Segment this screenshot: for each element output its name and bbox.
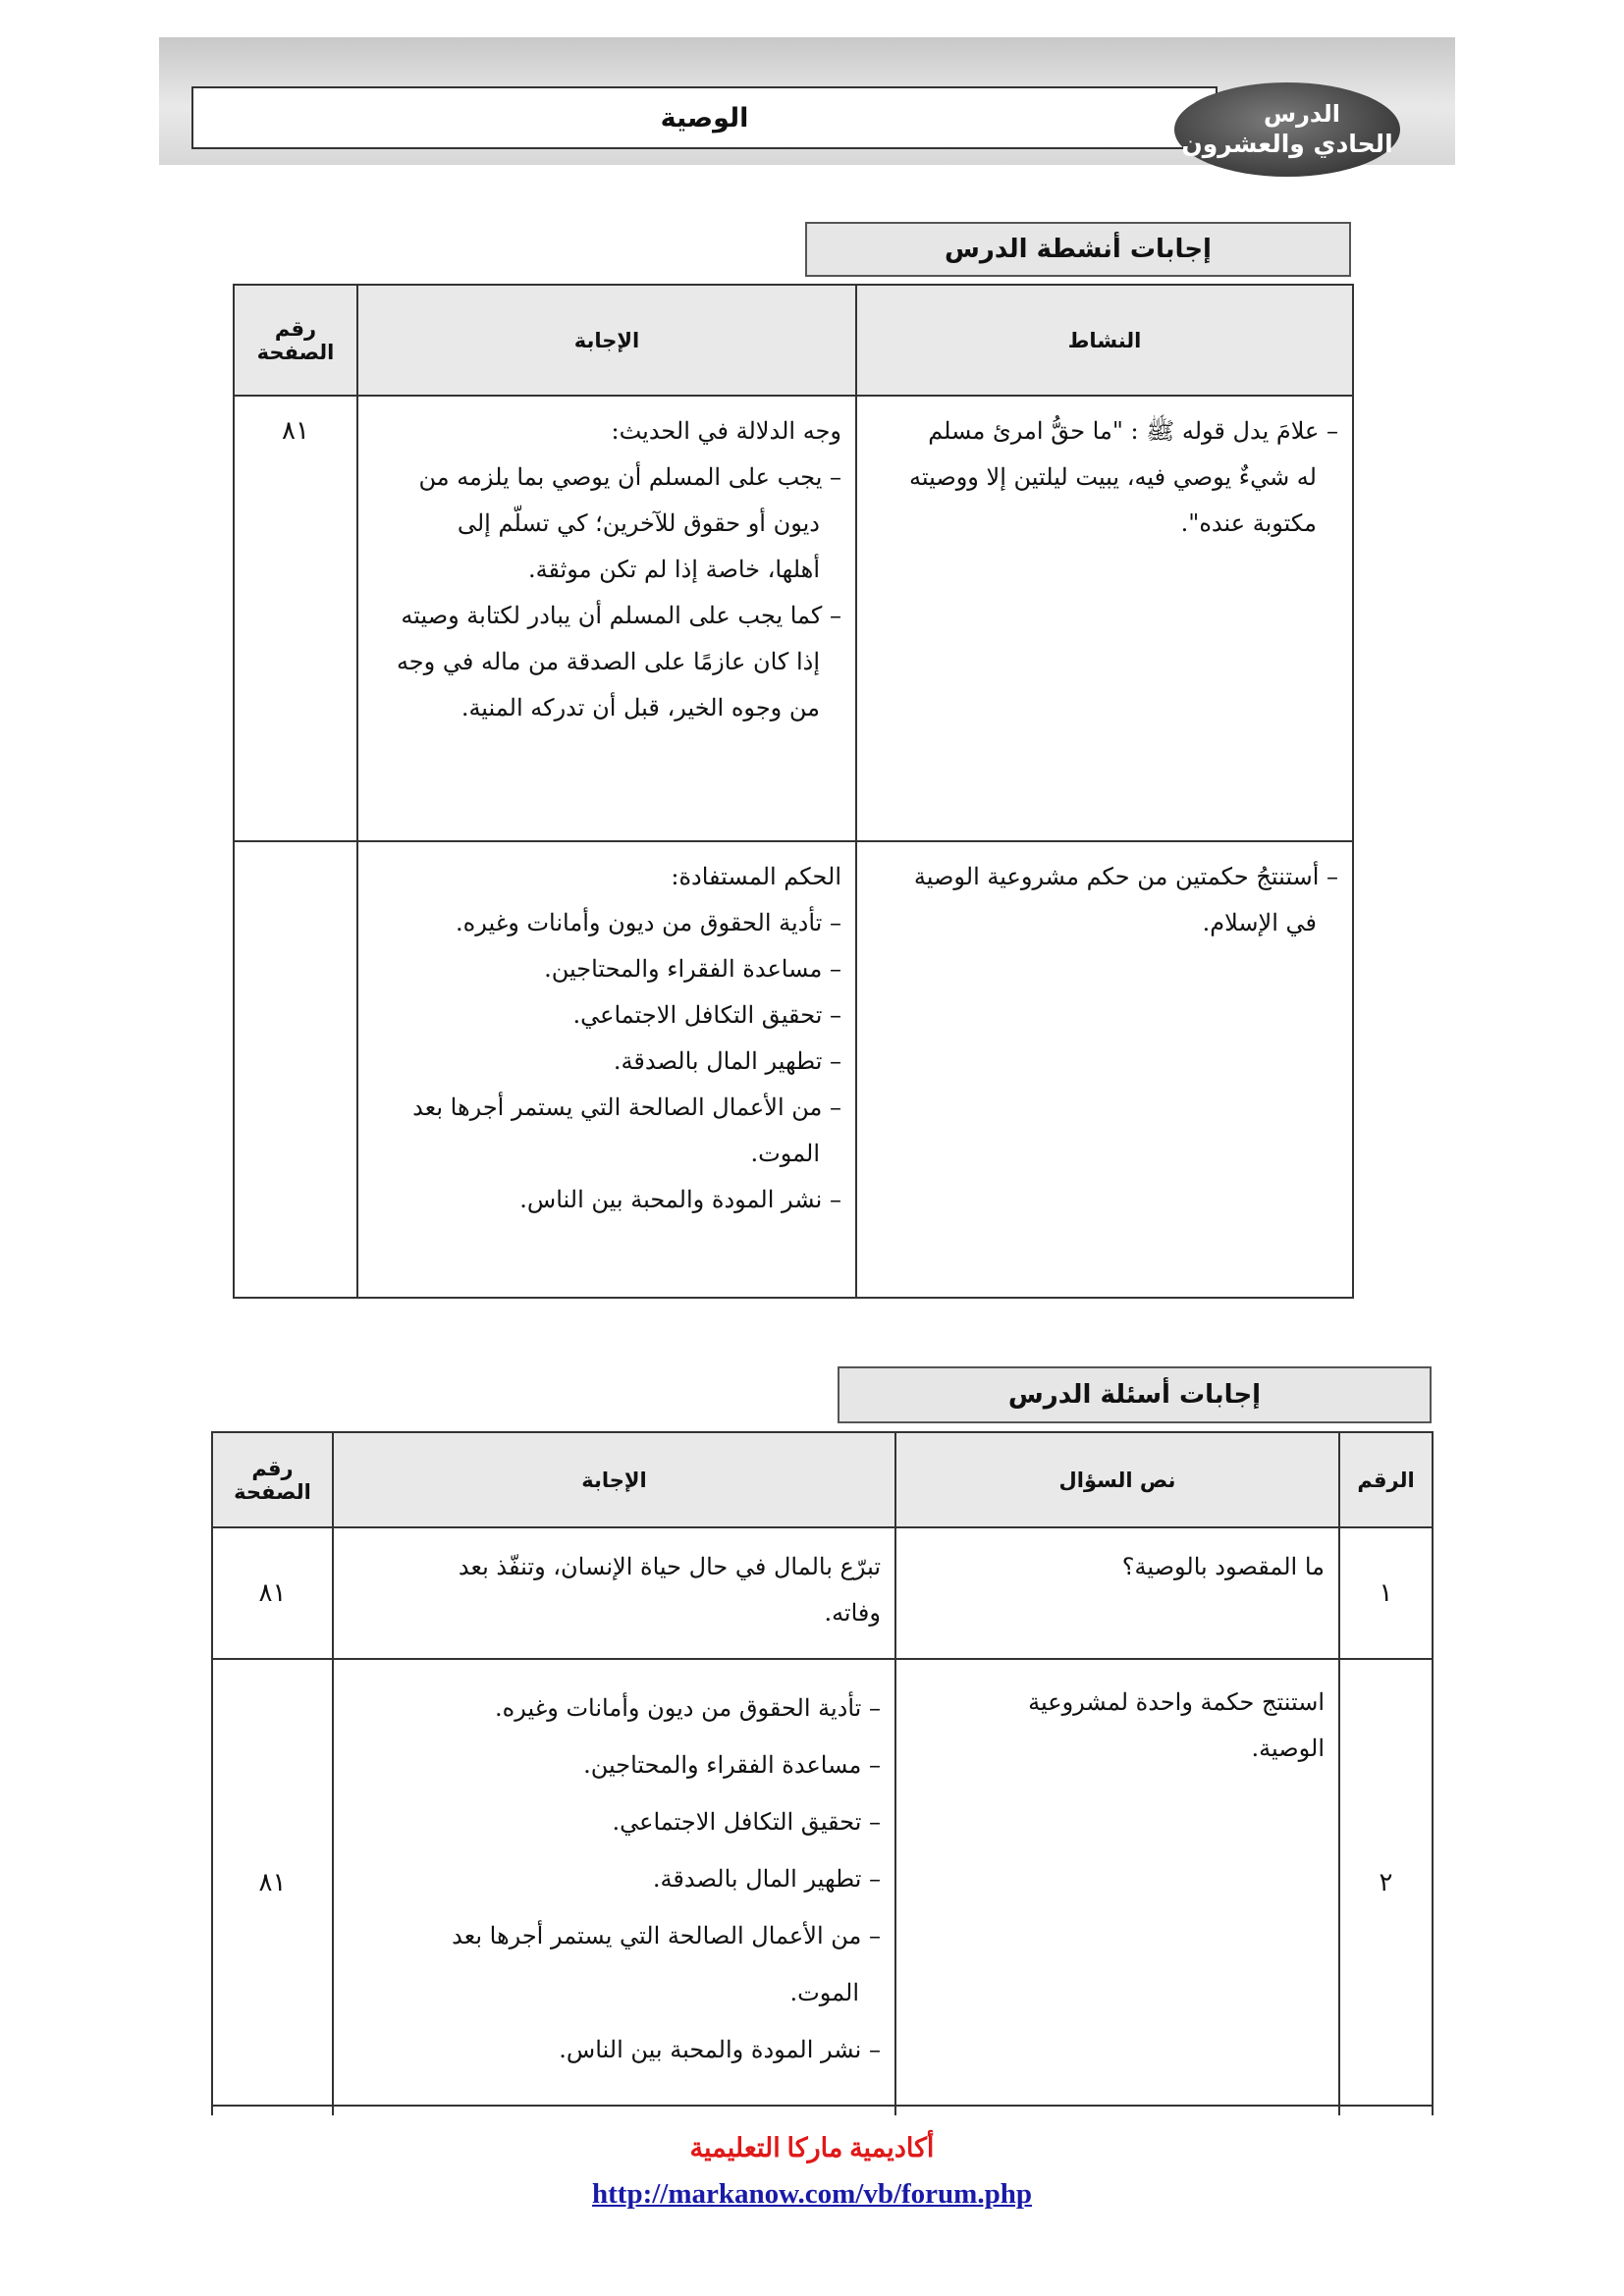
activity-column-header: النشاط [856, 285, 1353, 396]
activity-cell [856, 841, 1353, 1298]
question-number: ١ [1339, 1527, 1433, 1659]
answer-text: – نشر المودة والمحبة بين الناس. [559, 2036, 881, 2063]
table-row [212, 1527, 1433, 1659]
number-column-header: الرقم [1339, 1432, 1433, 1527]
table-row [234, 841, 1353, 1298]
page-cell [234, 396, 357, 841]
answer-cell [333, 1527, 895, 1659]
answer-text: وفاته. [824, 1599, 881, 1627]
answer-text: – كما يجب على المسلم أن يبادر لكتابة وصيته [401, 602, 841, 629]
activity-text: في الإسلام. [1202, 909, 1317, 936]
answer-text: – يجب على المسلم أن يوصي بما يلزمه من [418, 463, 841, 491]
answer-text: – تطهير المال بالصدقة. [652, 1865, 881, 1893]
table-row [212, 1659, 1433, 2106]
page-number: ٨١ [282, 416, 309, 446]
page-number: ٨١ [212, 1527, 333, 1659]
question-cell [895, 1659, 1339, 2106]
questions-table [211, 1431, 1434, 2115]
activity-text: له شيءٌ يوصي فيه، يبيت ليلتين إلا ووصيته [908, 463, 1317, 491]
answer-text: وجه الدلالة في الحديث: [611, 417, 841, 445]
answer-text: الموت. [789, 1979, 859, 2006]
answer-text: – من الأعمال الصالحة التي يستمر أجرها بعد [412, 1094, 841, 1121]
question-column-header: نص السؤال [895, 1432, 1339, 1527]
question-text: استنتج حكمة واحدة لمشروعية [1028, 1688, 1325, 1716]
question-text: ما المقصود بالوصية؟ [1121, 1553, 1325, 1580]
lesson-title: الوصية [191, 86, 1218, 149]
page-column-header: رقم الصفحة [212, 1432, 333, 1527]
answer-text: ديون أو حقوق للآخرين؛ كي تسلّم إلى [457, 509, 820, 537]
answer-text: – من الأعمال الصالحة التي يستمر أجرها بعد [452, 1922, 881, 1949]
activity-text: – علامَ يدل قوله ﷺ : "ما حقُّ امرئ مسلم [928, 417, 1338, 445]
page-number [235, 842, 356, 862]
answer-cell [357, 396, 856, 841]
answer-text: – مساعدة الفقراء والمحتاجين. [544, 955, 841, 983]
lesson-badge [1174, 82, 1400, 177]
page-number: ٨١ [212, 1659, 333, 2106]
answer-text: – مساعدة الفقراء والمحتاجين. [583, 1751, 881, 1779]
answer-text: الحكم المستفادة: [671, 863, 841, 890]
answer-text: أهلها، خاصة إذا لم تكن موثقة. [527, 556, 820, 583]
answer-column-header: الإجابة [357, 285, 856, 396]
answer-text: تبرّع بالمال في حال حياة الإنسان، وتنفّذ بعد [458, 1553, 881, 1580]
answer-column-header: الإجابة [333, 1432, 895, 1527]
questions-heading: إجابات أسئلة الدرس [838, 1366, 1432, 1423]
activities-header-row [234, 285, 1353, 396]
activity-cell [856, 396, 1353, 841]
answer-text: إذا كان عازمًا على الصدقة من ماله في وجه [396, 648, 820, 675]
answer-cell [333, 1659, 895, 2106]
page-column-header: رقم الصفحة [234, 285, 357, 396]
table-row-continuation [212, 2106, 1433, 2115]
question-text: الوصية. [1251, 1735, 1325, 1762]
answer-cell [357, 841, 856, 1298]
answer-text: – تطهير المال بالصدقة. [613, 1047, 841, 1075]
answer-text: – نشر المودة والمحبة بين الناس. [519, 1186, 841, 1213]
question-number: ٢ [1339, 1659, 1433, 2106]
answer-text: من وجوه الخير، قبل أن تدركه المنية. [460, 694, 820, 721]
answer-text: – تأدية الحقوق من ديون وأمانات وغيره. [456, 909, 841, 936]
activity-text: – أستنتجُ حكمتين من حكم مشروعية الوصية [913, 863, 1338, 890]
answer-text: – تحقيق التكافل الاجتماعي. [572, 1001, 841, 1029]
lesson-label: الدرس [1263, 100, 1341, 129]
answer-text: – تأدية الحقوق من ديون وأمانات وغيره. [495, 1694, 881, 1722]
activities-table [233, 284, 1354, 1299]
page-cell [234, 841, 357, 1298]
footer-link[interactable]: http://markanow.com/vb/forum.php [592, 2178, 1032, 2210]
activity-text: مكتوبة عنده". [1180, 509, 1317, 537]
activities-heading: إجابات أنشطة الدرس [805, 222, 1351, 277]
questions-header-row [212, 1432, 1433, 1527]
footer-academy-name: أكاديمية ماركا التعليمية [689, 2133, 935, 2163]
answer-text: – تحقيق التكافل الاجتماعي. [612, 1808, 881, 1836]
question-cell [895, 1527, 1339, 1659]
lesson-number: الحادي والعشرون [1181, 130, 1393, 159]
table-row [234, 396, 1353, 841]
answer-text: الموت. [750, 1140, 820, 1167]
